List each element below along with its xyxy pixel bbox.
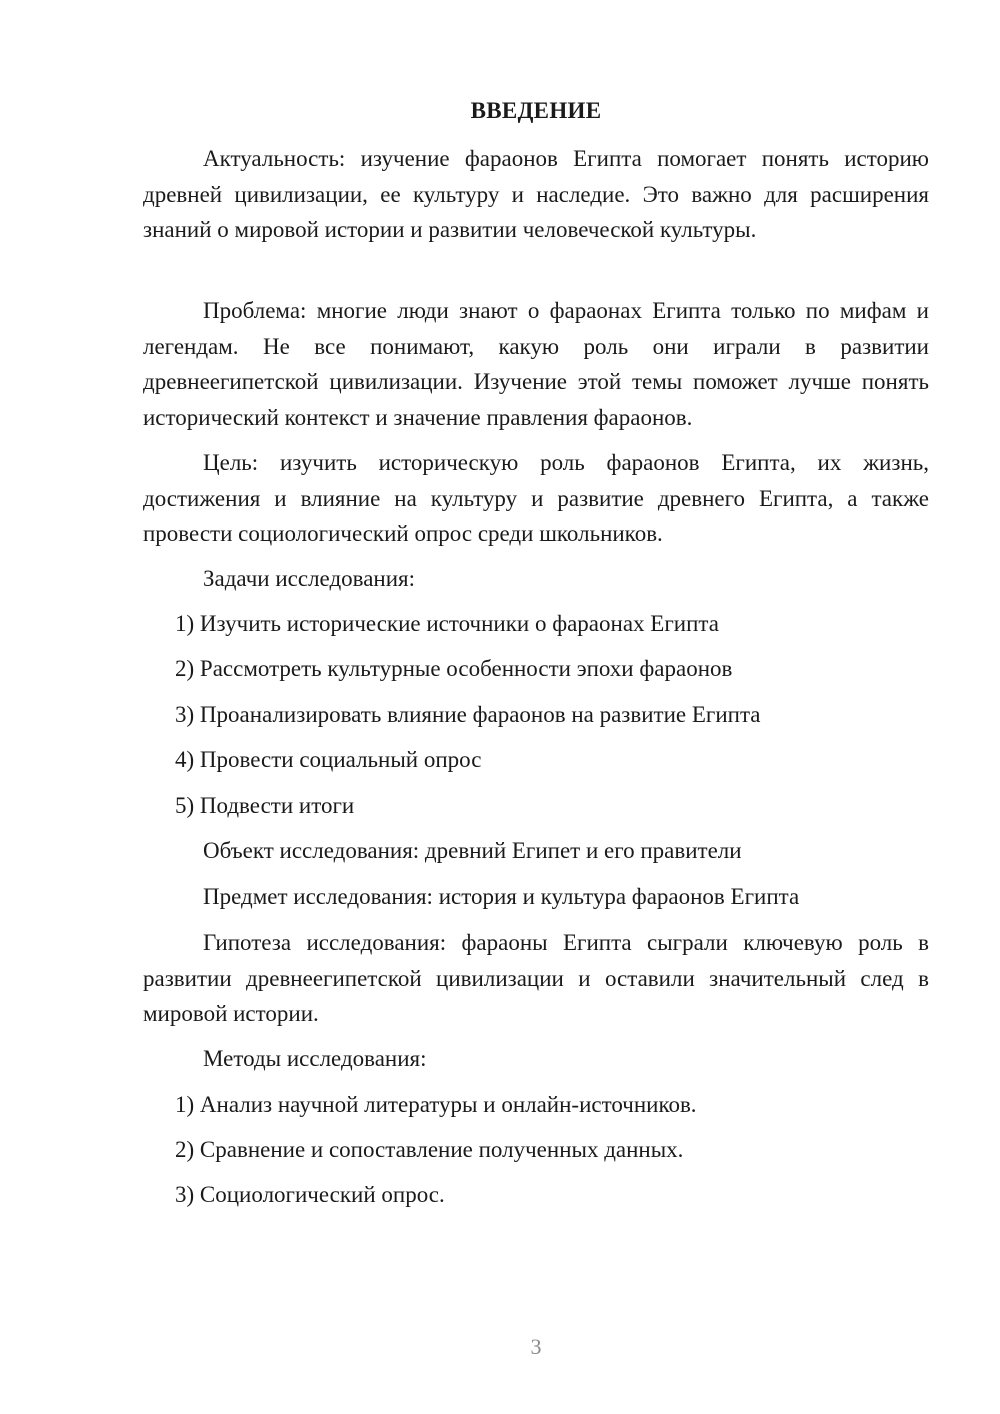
task-item: 3) Проанализировать влияние фараонов на развитие Египта [175, 702, 761, 727]
page-number: 3 [530, 1334, 542, 1359]
methods-title: Методы исследования: [203, 1046, 427, 1071]
task-item: 5) Подвести итоги [175, 793, 355, 818]
method-item: 2) Сравнение и сопоставление полученных данных. [175, 1137, 684, 1162]
task-item: 2) Рассмотреть культурные особенности эпохи фараонов [175, 656, 733, 681]
subject-line: Предмет исследования: история и культура фараонов Египта [203, 884, 800, 909]
method-item: 3) Социологический опрос. [175, 1182, 445, 1207]
problem-paragraph: Проблема: многие люди знают о фараонах Египта только по мифам и легендам. Не все понимают, какую роль они играли в развитии древнеегипетской цивилизации. Изучение этой темы поможет лучше понять исторический контекст и значение правления фараонов. [143, 298, 929, 430]
relevance-paragraph: Актуальность: изучение фараонов Египта помогает понять историю древней цивилизации, ее культуру и наследие. Это важно для расширения знаний о мировой истории и развитии человеческой культуры. [143, 146, 929, 242]
goal-paragraph: Цель: изучить историческую роль фараонов Египта, их жизнь, достижения и влияние на культуру и развитие древнего Египта, а также провести социологический опрос среди школьников. [143, 450, 929, 546]
task-item: 4) Провести социальный опрос [175, 747, 482, 772]
method-item: 1) Анализ научной литературы и онлайн-источников. [175, 1092, 697, 1117]
section-heading: ВВЕДЕНИЕ [470, 98, 602, 123]
object-line: Объект исследования: древний Египет и его правители [203, 838, 742, 863]
hypothesis-paragraph: Гипотеза исследования: фараоны Египта сыграли ключевую роль в развитии древнеегипетской цивилизации и оставили значительный след в мировой истории. [143, 930, 929, 1026]
tasks-title: Задачи исследования: [203, 566, 416, 591]
task-item: 1) Изучить исторические источники о фараонах Египта [175, 611, 719, 636]
